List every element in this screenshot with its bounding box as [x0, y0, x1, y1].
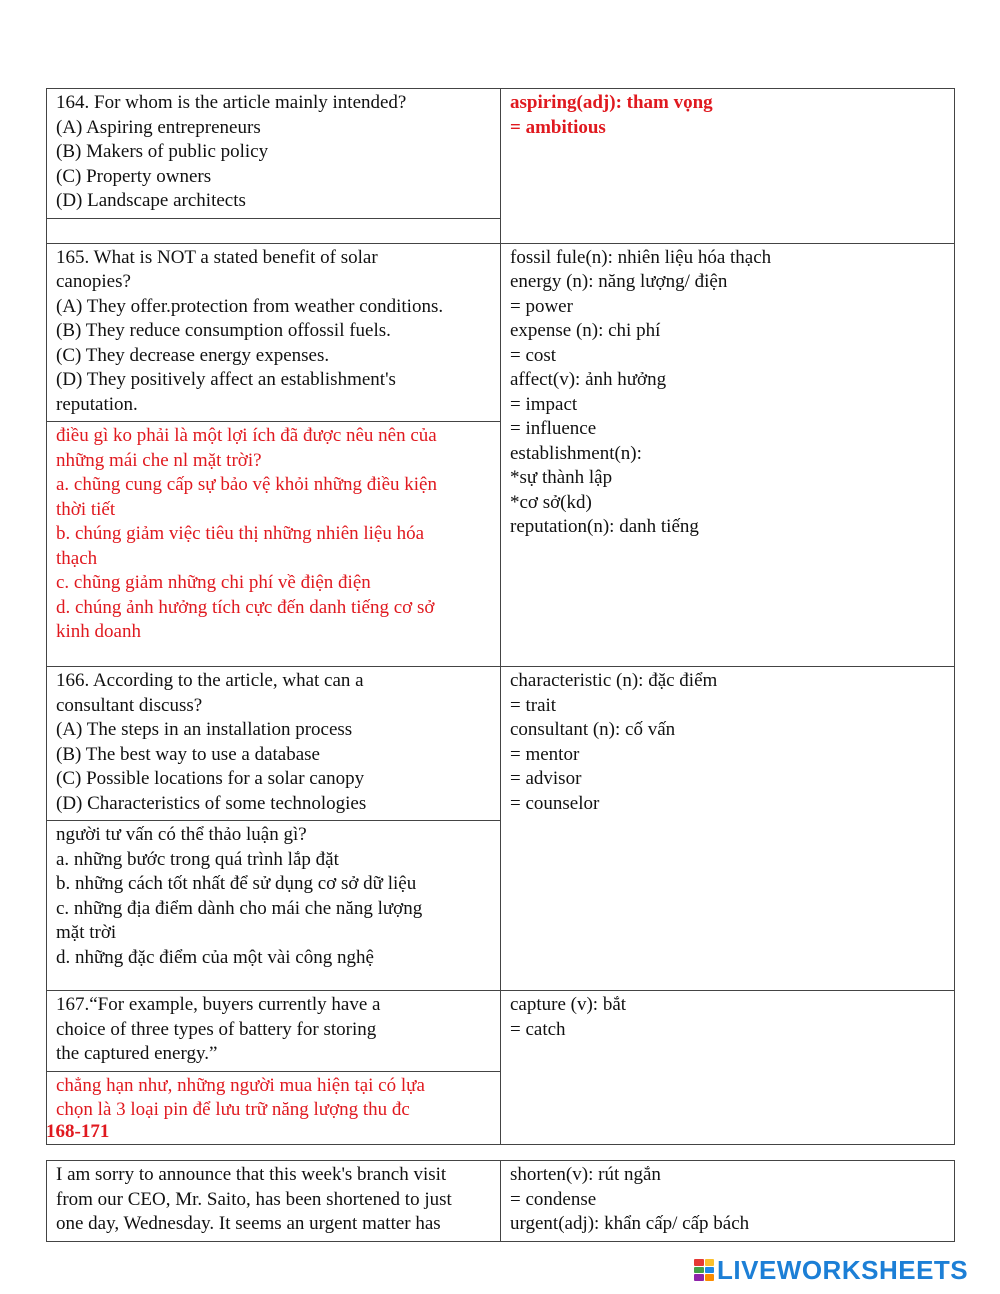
logo-tile — [694, 1259, 704, 1266]
q166-vocab-line: consultant (n): cố vấn — [510, 719, 676, 740]
q166-vocab-line: = advisor — [510, 768, 582, 789]
q165-vocab-cell — [501, 243, 955, 667]
q165-translation-line: kinh doanh — [56, 621, 141, 642]
q166-vocab-line: = mentor — [510, 743, 580, 765]
q165-vocab-line: = power — [510, 295, 573, 317]
q166-translation-line: mặt trời — [56, 922, 117, 943]
passage-vocab-cell — [501, 1161, 955, 1242]
passage-vocab-line: = condense — [510, 1188, 597, 1210]
q167-vocab-line: = catch — [510, 1018, 566, 1040]
q165-vocab-line: energy (n): năng lượng/ điện — [510, 271, 728, 292]
q165-option-b: (B) They reduce consumption offossil fuels. — [56, 320, 391, 341]
q165-vocab-line: *cơ sở(kd) — [510, 491, 592, 513]
vocab-table — [46, 88, 955, 1145]
q166-translation-cell — [47, 821, 501, 991]
q165-translation-line: c. chũng giảm những chi phí về điện điện — [56, 572, 371, 593]
q164-vocab-line: aspiring(adj): tham vọng — [510, 92, 713, 113]
q164-translation-cell — [47, 218, 501, 243]
q165-vocab-line: = cost — [510, 344, 557, 366]
q165-question-cell — [47, 243, 501, 422]
q165-translation-line: d. chúng ảnh hưởng tích cực đến danh tiếng cơ sở — [56, 596, 435, 618]
q164-vocab-cell — [501, 89, 955, 244]
q167-vocab-cell — [501, 991, 955, 1145]
q165-question: 165. What is NOT a stated benefit of solar — [56, 246, 378, 268]
q166-vocab-line: = trait — [510, 694, 557, 716]
q167-vocab-line: capture (v): bắt — [510, 994, 627, 1015]
q166-option-d: (D) Characteristics of some technologies — [56, 792, 367, 814]
q166-question: 166. According to the article, what can a — [56, 670, 364, 691]
logo-tile — [705, 1274, 715, 1281]
logo-tile — [705, 1259, 715, 1266]
q164-option-b: (B) Makers of public policy — [56, 141, 269, 162]
q164-vocab-line: = ambitious — [510, 116, 606, 138]
q167-translation-line: chọn là 3 loại pin để lưu trữ năng lượng thu đc — [56, 1099, 410, 1120]
passage-table — [46, 1160, 955, 1242]
q164-option-a: (A) Aspiring entrepreneurs — [56, 116, 261, 138]
q166-translation-line: c. những địa điểm dành cho mái che năng lượng — [56, 897, 423, 919]
q166-question: consultant discuss? — [56, 694, 203, 716]
q165-option-a: (A) They offer.protection from weather conditions. — [56, 295, 444, 317]
passage-line: I am sorry to announce that this week's branch visit — [56, 1164, 447, 1185]
q164-question-cell — [47, 89, 501, 219]
logo-text: LIVEWORKSHEETS — [717, 1254, 969, 1285]
q165-question: canopies? — [56, 271, 131, 292]
q166-vocab-line: = counselor — [510, 792, 600, 814]
q165-option-c: (C) They decrease energy expenses. — [56, 344, 330, 366]
q167-quote: the captured energy.” — [56, 1043, 218, 1064]
q165-translation-line: b. chúng giảm việc tiêu thị những nhiên liệu hóa — [56, 523, 425, 544]
q167-translation-line: chẳng hạn như, những người mua hiện tại có lựa — [56, 1074, 425, 1096]
q165-vocab-line: expense (n): chi phí — [510, 320, 661, 341]
q166-translation-line: a. những bước trong quá trình lắp đặt — [56, 848, 339, 870]
q165-vocab-line: = impact — [510, 393, 578, 415]
passage-vocab-line: shorten(v): rút ngắn — [510, 1164, 661, 1185]
q165-translation-line: những mái che nl mặt trời? — [56, 449, 262, 471]
q166-option-b: (B) The best way to use a database — [56, 743, 320, 765]
q166-translation-line: d. những đặc điểm của một vài công nghệ — [56, 946, 374, 968]
passage-line: one day, Wednesday. It seems an urgent matter has — [56, 1213, 441, 1234]
section-heading: 168-171 — [46, 1121, 110, 1142]
q166-translation-line: người tư vấn có thể thảo luận gì? — [56, 824, 307, 845]
q165-vocab-line: *sự thành lập — [510, 467, 613, 488]
q167-translation-cell — [47, 1071, 501, 1144]
q165-vocab-line: fossil fule(n): nhiên liệu hóa thạch — [510, 246, 772, 268]
q166-vocab-line: characteristic (n): đặc điểm — [510, 670, 718, 691]
passage-vocab-line: urgent(adj): khẩn cấp/ cấp bách — [510, 1213, 750, 1234]
q165-vocab-line: = influence — [510, 418, 597, 439]
q165-vocab-line: establishment(n): — [510, 442, 642, 464]
q165-vocab-line: reputation(n): danh tiếng — [510, 516, 699, 537]
liveworksheets-logo-icon — [694, 1259, 714, 1281]
q164-option-c: (C) Property owners — [56, 165, 212, 187]
q165-translation-cell — [47, 422, 501, 667]
logo-tile — [694, 1274, 704, 1281]
passage-text-cell — [47, 1161, 501, 1242]
q166-translation-line: b. những cách tốt nhất để sử dụng cơ sở dữ liệu — [56, 873, 417, 894]
q165-option-d: (D) They positively affect an establishment's — [56, 369, 396, 390]
q164-option-d: (D) Landscape architects — [56, 190, 246, 211]
q167-quote: 167.“For example, buyers currently have a — [56, 994, 381, 1015]
q166-option-c: (C) Possible locations for a solar canopy — [56, 768, 365, 789]
q167-question-cell — [47, 991, 501, 1072]
passage-line: from our CEO, Mr. Saito, has been shortened to just — [56, 1188, 452, 1210]
q165-vocab-line: affect(v): ảnh hưởng — [510, 369, 667, 390]
q165-translation-line: a. chũng cung cấp sự bảo vệ khỏi những điều kiện — [56, 474, 437, 495]
q166-question-cell — [47, 667, 501, 821]
logo-tile — [694, 1267, 704, 1274]
q165-translation-line: điều gì ko phải là một lợi ích đã được nêu nên của — [56, 425, 437, 446]
q165-translation-line: thời tiết — [56, 498, 116, 520]
q166-vocab-cell — [501, 667, 955, 991]
q167-quote: choice of three types of battery for storing — [56, 1018, 377, 1040]
q165-option-d: reputation. — [56, 393, 138, 415]
q165-translation-line: thạch — [56, 547, 98, 569]
q166-option-a: (A) The steps in an installation process — [56, 719, 353, 740]
liveworksheets-logo[interactable] — [694, 1256, 968, 1284]
logo-tile — [705, 1267, 715, 1274]
q164-question: 164. For whom is the article mainly intended? — [56, 92, 407, 113]
